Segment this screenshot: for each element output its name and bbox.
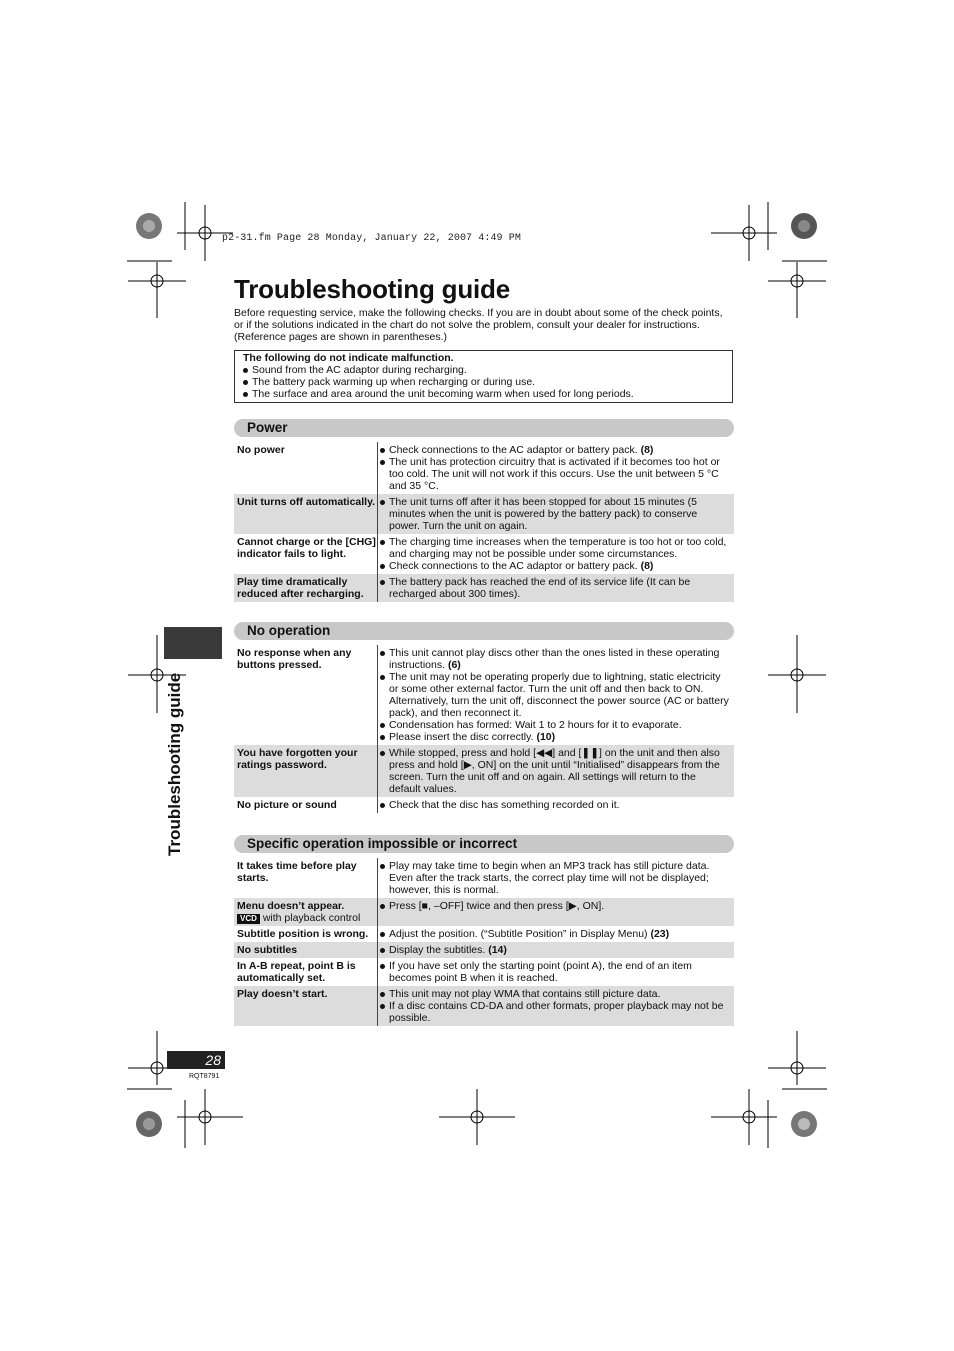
problem-cell [234,534,378,574]
problem-cell [234,898,378,926]
page-reference: (8) [640,560,654,572]
side-tab-marker [164,627,222,659]
notice-item [243,364,724,376]
bullet-icon [380,944,389,956]
notice-item-text: The battery pack warming up when recharging or during use. [252,376,536,388]
page-reference: (10) [536,731,556,743]
problem-label: Cannot charge or the [CHG] indicator fails to light. [237,536,376,560]
solution-item [380,799,730,811]
table-row [234,942,734,958]
solution-cell [378,797,734,813]
solution-text: Condensation has formed: Wait 1 to 2 hours for it to evaporate. [389,719,682,731]
table-row [234,986,734,1026]
solution-text-wrap [389,444,730,456]
page-reference: (23) [650,928,670,940]
solution-cell [378,942,734,958]
solution-text-wrap [389,900,730,912]
solution-cell [378,926,734,942]
solution-text: The unit may not be operating properly due to lightning, static electricity or some other external factor. Turn the unit off and then back to ON. Alternatively, turn the unit off, disconnect the power source (AC or battery pack), and then reconnect it. [389,671,729,719]
solution-text: The unit has protection circuitry that is activated if it becomes too hot or too cold. The unit will not work if this occurs. Use the unit between 5 °C and 35 °C. [389,456,720,492]
page-reference: (14) [488,944,507,956]
problem-cell [234,574,378,602]
solution-text-wrap [389,560,730,572]
solution-cell [378,534,734,574]
table-row [234,958,734,986]
problem-label: No picture or sound [237,799,337,811]
page-reference: (6) [447,659,461,671]
solution-item [380,496,730,532]
problem-cell [234,797,378,813]
solution-text: If a disc contains CD-DA and other formats, proper playback may not be possible. [389,1000,724,1024]
solution-cell [378,858,734,898]
side-label: Troubleshooting guide [165,672,184,856]
problem-label: No response when any buttons pressed. [237,647,352,671]
problem-label: Subtitle position is wrong. [237,928,369,940]
vcd-badge: VCD [237,914,260,924]
solution-text-wrap [389,536,730,560]
solution-item [380,671,730,719]
solution-text: Please insert the disc correctly. [389,731,534,743]
notice-item-text: The surface and area around the unit becoming warm when used for long periods. [252,388,634,400]
solution-item [380,731,730,743]
problem-cell [234,942,378,958]
section-heading: No operation [234,622,734,640]
solution-item [380,747,730,795]
section-no-operation [234,622,734,813]
solution-text-wrap [389,988,730,1000]
solution-text: This unit cannot play discs other than the ones listed in these operating instructions. [389,647,720,671]
notice-heading: The following do not indicate malfunction. [243,352,454,364]
solution-text: Display the subtitles. [389,944,486,956]
solution-item [380,576,730,600]
doc-code: RQT8791 [189,1073,220,1080]
bullet-icon [380,900,389,912]
section-heading: Power [234,419,734,437]
solution-cell [378,442,734,494]
solution-cell [378,494,734,534]
table-row [234,494,734,534]
bullet-icon [243,364,252,376]
notice-box [234,350,733,403]
badge-note: with playback control [262,912,361,924]
problem-cell [234,494,378,534]
table-row [234,858,734,898]
solution-text-wrap [389,944,730,956]
solution-text-wrap [389,719,730,731]
bullet-icon [380,671,389,719]
solution-item [380,444,730,456]
solution-item [380,536,730,560]
solution-text-wrap [389,456,730,492]
solution-item [380,1000,730,1024]
solution-cell [378,574,734,602]
solution-text-wrap [389,496,730,532]
bullet-icon [380,647,389,671]
section-heading: Specific operation impossible or incorrect [234,835,734,853]
solution-text-wrap [389,731,730,743]
problem-label: No subtitles [237,944,298,956]
problem-cell [234,442,378,494]
solution-item [380,560,730,572]
problem-cell [234,745,378,797]
bullet-icon [380,747,389,795]
solution-item [380,944,730,956]
solution-text: The battery pack has reached the end of its service life (It can be recharged about 300 times). [389,576,691,600]
solution-cell [378,986,734,1026]
table-row [234,442,734,494]
solution-item [380,988,730,1000]
bullet-icon [380,731,389,743]
solution-text: Play may take time to begin when an MP3 track has still picture data. Even after the track starts, the correct play time will not be displayed; however, this is normal. [389,860,710,896]
solution-text-wrap [389,647,730,671]
problem-cell [234,858,378,898]
solution-text: Check that the disc has something recorded on it. [389,799,620,811]
solution-text: Check connections to the AC adaptor or battery pack. [389,444,638,456]
problem-label: No power [237,444,285,456]
solution-cell [378,898,734,926]
solution-cell [378,745,734,797]
solution-text-wrap [389,860,730,896]
bullet-icon [380,444,389,456]
table-row [234,534,734,574]
page-reference: (8) [640,444,654,456]
print-header: p2-31.fm Page 28 Monday, January 22, 2007 4:49 PM [222,233,521,244]
solution-cell [378,645,734,745]
solution-item [380,860,730,896]
problem-label: Play time dramatically reduced after recharging. [237,576,364,600]
notice-item-text: Sound from the AC adaptor during recharging. [252,364,467,376]
bullet-icon [243,376,252,388]
solution-text: The charging time increases when the temperature is too hot or too cold, and charging may not be possible under some circumstances. [389,536,727,560]
intro-paragraph: Before requesting service, make the following checks. If you are in doubt about some of the check points, or if the solutions indicated in the chart do not solve the problem, consult your dealer for instructions. (Reference pages are shown in parentheses.) [234,307,723,343]
bullet-icon [380,799,389,811]
bullet-icon [380,860,389,896]
solution-text: Adjust the position. (“Subtitle Position” in Display Menu) [389,928,648,940]
problem-cell [234,926,378,942]
problem-label: Unit turns off automatically. [237,496,376,508]
page-title: Troubleshooting guide [234,274,510,304]
bullet-icon [380,960,389,984]
problem-label: You have forgotten your ratings password. [237,747,358,771]
solution-text: Press [■, –OFF] twice and then press [▶, ON]. [389,900,605,912]
solution-item [380,960,730,984]
solution-item [380,647,730,671]
section-power [234,419,734,602]
solution-item [380,900,730,912]
problem-label: Menu doesn’t appear. [237,900,345,912]
bullet-icon [380,576,389,600]
table-row [234,926,734,942]
bullet-icon [380,988,389,1000]
table-row [234,745,734,797]
table-row [234,898,734,926]
bullet-icon [380,928,389,940]
notice-item [243,388,724,400]
solution-text: This unit may not play WMA that contains still picture data. [389,988,661,1000]
bullet-icon [380,456,389,492]
problem-label: It takes time before play starts. [237,860,357,884]
bullet-icon [380,1000,389,1024]
bullet-icon [243,388,252,400]
bullet-icon [380,719,389,731]
solution-text: While stopped, press and hold [◀◀] and [❚❚] on the unit and then also press and hold [▶, ON] on the unit until “Initialised” disappears from the screen. Turn the unit off and on again. All settings will return to the default values. [389,747,720,795]
section-specific-operation [234,835,734,1026]
solution-text: If you have set only the starting point (point A), the end of an item becomes point B when it is reached. [389,960,692,984]
solution-text-wrap [389,928,730,940]
problem-label: Play doesn’t start. [237,988,328,1000]
page-number: 28 [167,1051,225,1069]
problem-cell [234,986,378,1026]
solution-text-wrap [389,799,730,811]
table-row [234,574,734,602]
problem-cell [234,958,378,986]
bullet-icon [380,496,389,532]
solution-text-wrap [389,960,730,984]
solution-item [380,928,730,940]
solution-text: Check connections to the AC adaptor or battery pack. [389,560,638,572]
solution-text: The unit turns off after it has been stopped for about 15 minutes (5 minutes when the unit is powered by the battery pack) to conserve power. Turn the unit on again. [389,496,698,532]
solution-item [380,719,730,731]
solution-item [380,456,730,492]
problem-cell [234,645,378,745]
problem-label: In A-B repeat, point B is automatically set. [237,960,356,984]
table-row [234,645,734,745]
solution-text-wrap [389,576,730,600]
bullet-icon [380,536,389,560]
solution-text-wrap [389,747,730,795]
solution-text-wrap [389,671,730,719]
solution-text-wrap [389,1000,730,1024]
notice-item [243,376,724,388]
bullet-icon [380,560,389,572]
solution-cell [378,958,734,986]
table-row [234,797,734,813]
